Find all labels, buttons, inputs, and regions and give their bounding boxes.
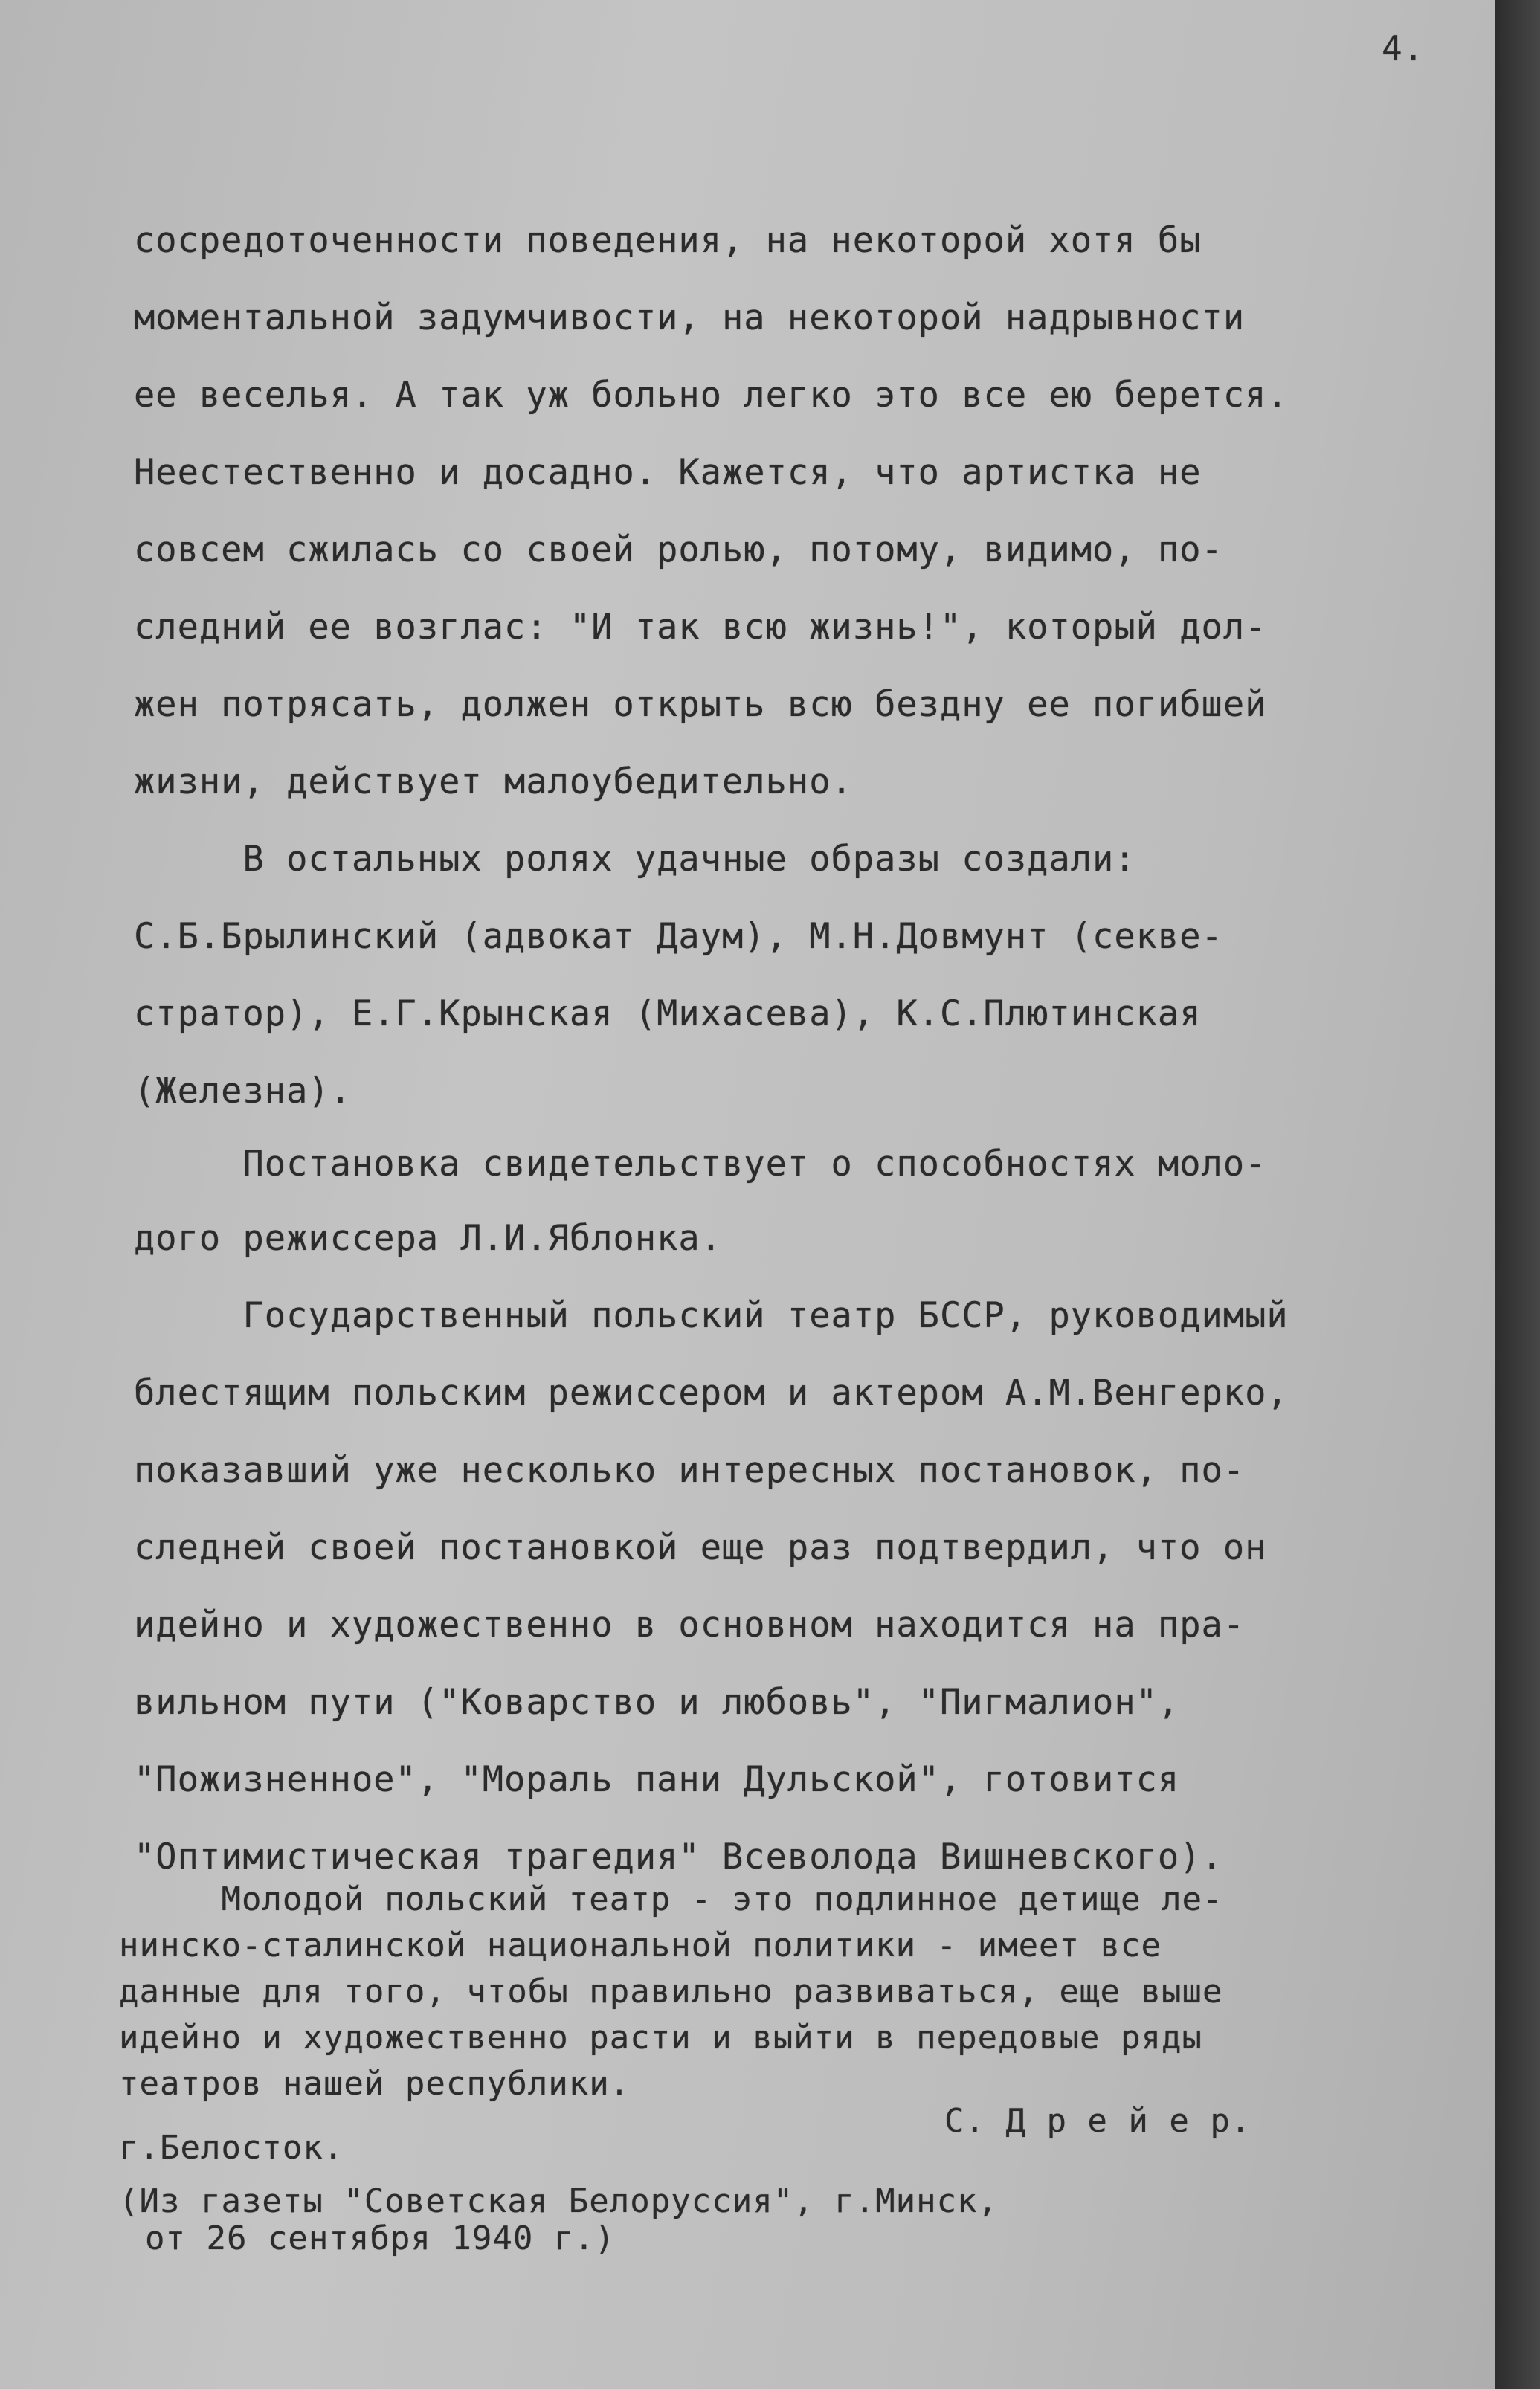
text-line: Постановка свидетельствует о способностях моло- (134, 1144, 1267, 1184)
text-line: Неестественно и досадно. Кажется, что артистка не (134, 452, 1202, 493)
text-line: нинско-сталинской национальной политики - имеет все (119, 1927, 1162, 1964)
text-line: блестящим польским режиссером и актером А.М.Венгерко, (134, 1373, 1289, 1413)
text-line: моментальной задумчивости, на некоторой надрывности (134, 297, 1246, 338)
text-line: совсем сжилась со своей ролью, потому, видимо, по- (134, 529, 1223, 570)
text-line: С.Б.Брылинский (адвокат Даум), М.Н.Довмунт (секве- (134, 916, 1223, 957)
text-line: дого режиссера Л.И.Яблонка. (134, 1218, 723, 1259)
text-line: Государственный польский театр БССР, руководимый (134, 1295, 1289, 1336)
text-line: следний ее возглас: "И так всю жизнь!", который дол- (134, 607, 1267, 648)
text-line: ее веселья. А так уж больно легко это все ею берется. (134, 375, 1289, 416)
text-line: сосредоточенности поведения, на некоторой хотя бы (134, 220, 1202, 261)
text-line: (Железна). (134, 1071, 352, 1112)
text-line: "Оптимистическая трагедия" Всеволода Вишневского). (134, 1837, 1223, 1877)
text-line: "Пожизненное", "Мораль пани Дульской", готовится (134, 1759, 1180, 1800)
text-line: следней своей постановкой еще раз подтвердил, что он (134, 1527, 1267, 1568)
text-line: показавший уже несколько интересных постановок, по- (134, 1450, 1246, 1491)
page-number: 4. (1382, 28, 1425, 68)
text-line: жен потрясать, должен открыть всю бездну ее погибшей (134, 684, 1267, 725)
text-line: В остальных ролях удачные образы создали: (134, 839, 1136, 880)
text-line: идейно и художественно в основном находится на пра- (134, 1605, 1246, 1645)
place-line: г.Белосток. (119, 2129, 344, 2167)
author-signature: С. Д р е й е р. (944, 2102, 1251, 2140)
text-line: Молодой польский театр - это подлинное детище ле- (119, 1880, 1223, 1918)
text-line: данные для того, чтобы правильно развиваться, еще выше (119, 1973, 1223, 2011)
text-line: идейно и художественно расти и выйти в передовые ряды (119, 2019, 1202, 2057)
text-line: вильном пути ("Коварство и любовь", "Пигмалион", (134, 1682, 1180, 1723)
text-line: театров нашей республики. (119, 2065, 631, 2103)
source-date: от 26 сентября 1940 г.) (145, 2219, 616, 2257)
source-note: (Из газеты "Советская Белоруссия", г.Минск, (119, 2182, 999, 2220)
text-line: жизни, действует малоубедительно. (134, 761, 853, 802)
page-edge-background (1495, 0, 1540, 2389)
text-line: стратор), Е.Г.Крынская (Михасева), К.С.Плютинская (134, 993, 1202, 1034)
